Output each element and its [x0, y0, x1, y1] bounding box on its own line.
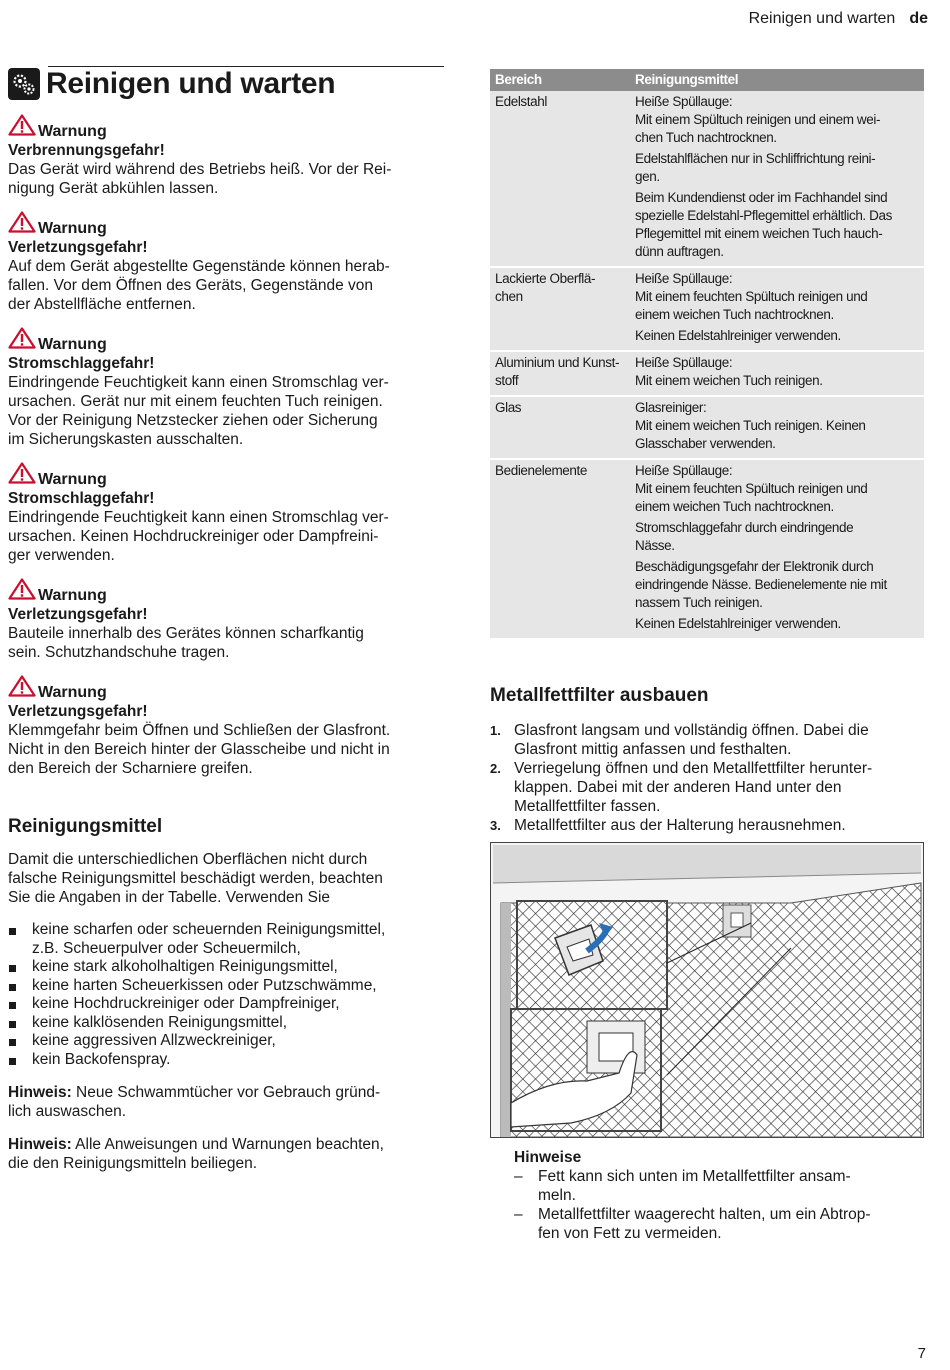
step-item — [490, 816, 924, 835]
running-header — [749, 10, 928, 28]
warning-text: Auf dem Gerät abgestellte Gegenstände können herab- fallen. Vor dem Öffnen des Geräts, Gegenstände von der Abstellfläche entfernen. — [8, 258, 390, 313]
step-item — [490, 721, 924, 759]
table-cell-line: Heiße Spüllauge: Mit einem weichen Tuch reinigen. — [635, 355, 823, 388]
step-text: Glasfront langsam und vollständig öffnen. Dabei die Glasfront mittig anfassen und festhalten. — [514, 722, 869, 758]
warning-label: Warnung — [38, 336, 107, 353]
title-row — [8, 67, 444, 101]
warning-headline: Verletzungsgefahr! — [8, 703, 148, 720]
reinigungsmittel-heading: Reinigungsmittel — [8, 816, 163, 837]
reinigungsmittel-bullets — [8, 921, 444, 1069]
warning-headline: Verletzungsgefahr! — [8, 606, 148, 623]
table-row — [490, 460, 924, 640]
step-text: Verriegelung öffnen und den Metallfettfilter herunter- klappen. Dabei mit der anderen Hand unter den Metallfettfilter fassen. — [514, 760, 873, 815]
hint-item: – Metallfettfilter waagerecht halten, um ein Abtrop- fen von Fett zu vermeiden. — [514, 1205, 914, 1243]
gears-icon — [8, 68, 40, 100]
table-cell-area: Lackierte Oberflä- chen — [495, 271, 596, 304]
bullet-item: kein Backofenspray. — [8, 1051, 444, 1070]
warning-text: Eindringende Feuchtigkeit kann einen Stromschlag ver- ursachen. Gerät nur mit einem feuchten Tuch reinigen. Vor der Reinigung Netzstecker ziehen oder Sicherung im Sicherungskasten ausschalten. — [8, 374, 389, 448]
warning-triangle-icon — [8, 114, 36, 136]
note-label: Hinweis: — [8, 1084, 72, 1101]
table-cell-area: Aluminium und Kunst- stoff — [495, 355, 620, 388]
table-cell-line: Edelstahlflächen nur in Schliffrichtung reini- gen. — [635, 151, 876, 184]
table-cell-line: Stromschlaggefahr durch eindringende Nässe. — [635, 520, 854, 553]
warning-label: Warnung — [38, 684, 107, 701]
warning-block — [8, 678, 444, 778]
warning-icon — [8, 211, 38, 238]
table-cell-line: Heiße Spüllauge: Mit einem Spültuch reinigen und einem wei- chen Tuch nachtrocknen. — [635, 94, 881, 145]
step-text: Metallfettfilter aus der Halterung herausnehmen. — [514, 817, 846, 834]
table-cell-line: Keinen Edelstahlreiniger verwenden. — [635, 616, 841, 631]
warning-icon — [8, 578, 38, 605]
warning-heading — [8, 465, 444, 489]
warning-block — [8, 214, 444, 314]
table-row — [490, 268, 924, 352]
note-label: Hinweis: — [8, 1136, 72, 1153]
table-row — [490, 352, 924, 397]
table-cell-agent — [635, 462, 924, 636]
table-cell-agent — [635, 270, 924, 348]
warning-icon — [8, 462, 38, 489]
header-lang: de — [909, 10, 928, 27]
hints-block — [514, 1148, 914, 1243]
warning-triangle-icon — [8, 211, 36, 233]
warning-headline: Stromschlaggefahr! — [8, 490, 155, 507]
bullet-item: keine stark alkoholhaltigen Reinigungsmittel, — [8, 958, 444, 977]
warning-triangle-icon — [8, 675, 36, 697]
header-section: Reinigen und warten — [748, 10, 896, 27]
bullet-item: keine harten Scheuerkissen oder Putzschwämme, — [8, 977, 444, 996]
left-column — [8, 66, 444, 1173]
warning-block — [8, 330, 444, 449]
warning-icon — [8, 327, 38, 354]
step-number: 3. — [490, 818, 501, 833]
table-cell-line: Beim Kundendienst oder im Fachhandel sind spezielle Edelstahl-Pflegemittel erhältlich. Das Pflegemittel mit einem weichen Tuch hauch- dünn auftragen. — [635, 190, 892, 259]
hints-list — [514, 1167, 914, 1243]
table-body — [490, 91, 924, 640]
warning-label: Warnung — [38, 587, 107, 604]
warning-headline: Stromschlaggefahr! — [8, 355, 155, 372]
reinigungsmittel-intro: Damit die unterschiedlichen Oberflächen nicht durch falsche Reinigungsmittel beschädigt werden, beachten Sie die Angaben in der Tabelle. Verwenden Sie — [8, 851, 383, 906]
page-number: 7 — [917, 1345, 926, 1362]
table-cell-agent — [635, 399, 924, 456]
warning-triangle-icon — [8, 327, 36, 349]
warning-heading — [8, 330, 444, 354]
warning-headline: Verbrennungsgefahr! — [8, 142, 165, 159]
note-text: Alle Anweisungen und Warnungen beachten, die den Reinigungsmitteln beiliegen. — [8, 1136, 384, 1172]
hints-title: Hinweise — [514, 1149, 582, 1166]
warning-text: Das Gerät wird während des Betriebs heiß. Vor der Rei- nigung Gerät abkühlen lassen. — [8, 161, 392, 197]
warning-headline: Verletzungsgefahr! — [8, 239, 148, 256]
table-cell-line: Beschädigungsgefahr der Elektronik durch eindringende Nässe. Bedienelemente nie mit nassem Tuch reinigen. — [635, 559, 887, 610]
warning-heading — [8, 214, 444, 238]
table-cell-area: Edelstahl — [495, 94, 547, 109]
step-number: 1. — [490, 723, 501, 738]
table-cell-line: Heiße Spüllauge: Mit einem feuchten Spültuch reinigen und einem weichen Tuch nachtrocknen. — [635, 463, 868, 514]
table-cell-agent — [635, 93, 924, 264]
page-title: Reinigen und warten — [46, 67, 336, 100]
note-item — [8, 1135, 444, 1173]
warning-block — [8, 581, 444, 662]
metallfettfilter-heading: Metallfettfilter ausbauen — [490, 685, 709, 706]
warning-text: Klemmgefahr beim Öffnen und Schließen der Glasfront. Nicht in den Bereich hinter der Glasscheibe und nicht in den Bereich der Scharniere greifen. — [8, 722, 391, 777]
warning-label: Warnung — [38, 123, 107, 140]
warning-block — [8, 117, 444, 198]
table-cell-area: Glas — [495, 400, 522, 415]
table-header-area: Bereich — [495, 72, 542, 87]
notes-list — [8, 1083, 444, 1173]
warning-heading — [8, 678, 444, 702]
table-header — [490, 69, 924, 91]
note-item — [8, 1083, 444, 1121]
warning-icon — [8, 114, 38, 141]
table-row — [490, 397, 924, 460]
table-cell-agent — [635, 354, 924, 393]
table-cell-line: Glasreiniger: Mit einem weichen Tuch reinigen. Keinen Glasschaber verwenden. — [635, 400, 866, 451]
warning-triangle-icon — [8, 578, 36, 600]
step-number: 2. — [490, 761, 501, 776]
table-cell-area: Bedienelemente — [495, 463, 587, 478]
bullet-item: keine kalklösenden Reinigungsmittel, — [8, 1014, 444, 1033]
cleaning-table — [490, 69, 924, 640]
warning-heading — [8, 581, 444, 605]
warning-label: Warnung — [38, 471, 107, 488]
note-text: Neue Schwammtücher vor Gebrauch gründ- lich auswaschen. — [8, 1084, 381, 1120]
table-row — [490, 91, 924, 268]
warning-text: Eindringende Feuchtigkeit kann einen Stromschlag ver- ursachen. Keinen Hochdruckreiniger oder Dampfreini- ger verwenden. — [8, 509, 389, 564]
warnings-list — [8, 117, 444, 778]
warning-label: Warnung — [38, 220, 107, 237]
warning-icon — [8, 675, 38, 702]
step-item — [490, 759, 924, 816]
steps-list — [490, 721, 924, 835]
table-cell-line: Heiße Spüllauge: Mit einem feuchten Spültuch reinigen und einem weichen Tuch nachtrocknen. — [635, 271, 868, 322]
filter-illustration — [490, 842, 924, 1138]
table-header-agent: Reinigungsmittel — [635, 72, 739, 87]
bullet-item: keine aggressiven Allzweckreiniger, — [8, 1032, 444, 1051]
bullet-item: keine scharfen oder scheuernden Reinigungsmittel, z.B. Scheuerpulver oder Scheuermilch, — [8, 921, 444, 958]
warning-text: Bauteile innerhalb des Gerätes können scharfkantig sein. Schutzhandschuhe tragen. — [8, 625, 364, 661]
warning-block — [8, 465, 444, 565]
table-cell-line: Keinen Edelstahlreiniger verwenden. — [635, 328, 841, 343]
bullet-item: keine Hochdruckreiniger oder Dampfreiniger, — [8, 995, 444, 1014]
warning-triangle-icon — [8, 462, 36, 484]
hint-item: – Fett kann sich unten im Metallfettfilter ansam- meln. — [514, 1167, 914, 1205]
warning-heading — [8, 117, 444, 141]
